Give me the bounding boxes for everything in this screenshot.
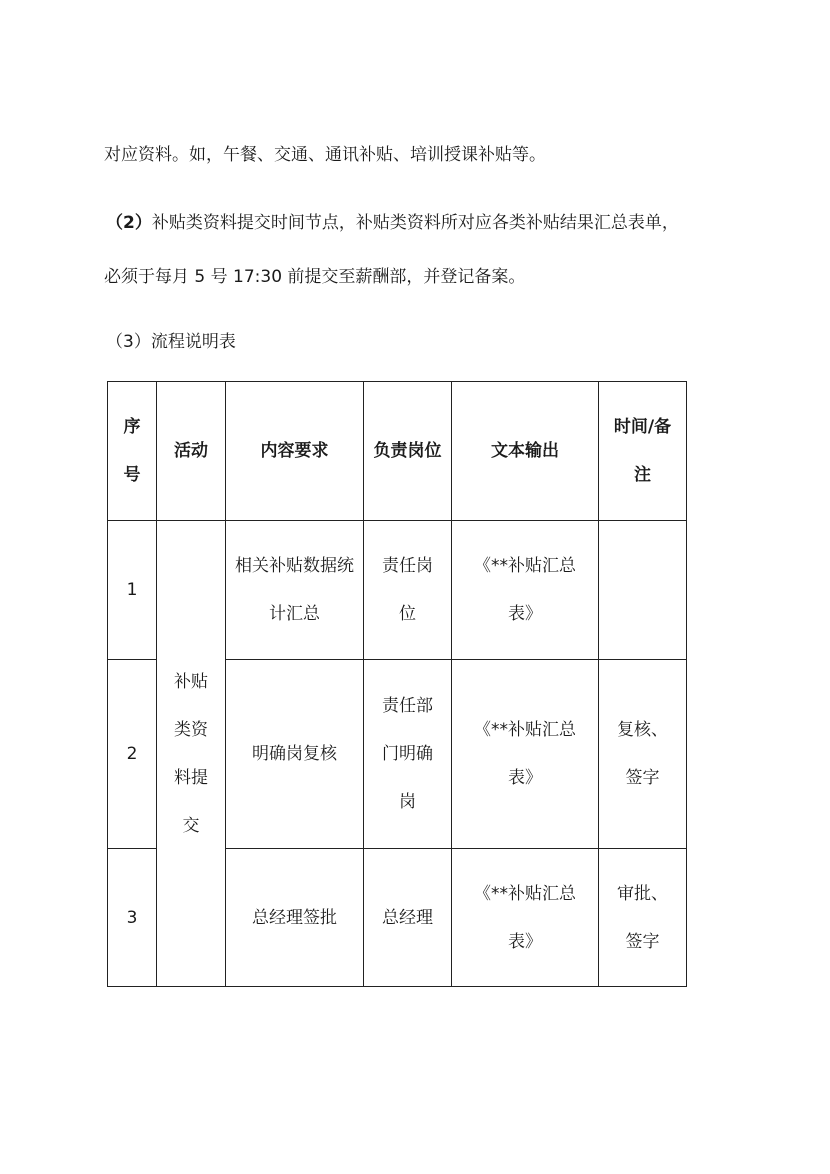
content-cell: 相关补贴数据统计汇总 [226,521,364,660]
row-number: 2 [108,660,157,849]
table-row [108,521,687,660]
output-cell: 《**补贴汇总表》 [452,521,599,660]
header-no: 序号 [108,382,157,521]
row-number: 3 [108,849,157,987]
content-cell: 总经理签批 [226,849,364,987]
output-cell: 《**补贴汇总表》 [452,849,599,987]
role-cell: 责任部门明确岗 [364,660,452,849]
header-note: 时间/备注 [599,382,687,521]
role-cell: 责任岗位 [364,521,452,660]
header-activity: 活动 [157,382,226,521]
process-table [107,381,687,987]
row-number: 1 [108,521,157,660]
section-heading-3: （3）流程说明表 [106,332,236,352]
header-content: 内容要求 [226,382,364,521]
note-cell: 复核、签字 [599,660,687,849]
paragraph-2-number: （2） [106,213,152,233]
content-cell: 明确岗复核 [226,660,364,849]
paragraph-2 [106,208,679,233]
paragraph-3: 必须于每月 5 号 17:30 前提交至薪酬部，并登记备案。 [104,267,526,287]
note-cell: 审批、签字 [599,849,687,987]
output-cell: 《**补贴汇总表》 [452,660,599,849]
header-output: 文本输出 [452,382,599,521]
note-cell [599,521,687,660]
paragraph-2-text: 补贴类资料提交时间节点，补贴类资料所对应各类补贴结果汇总表单， [151,213,679,233]
table-header-row [108,382,687,521]
paragraph-1: 对应资料。如，午餐、交通、通讯补贴、培训授课补贴等。 [104,145,546,165]
role-cell: 总经理 [364,849,452,987]
header-role: 负责岗位 [364,382,452,521]
activity-cell: 补贴类资料提交 [157,521,226,987]
